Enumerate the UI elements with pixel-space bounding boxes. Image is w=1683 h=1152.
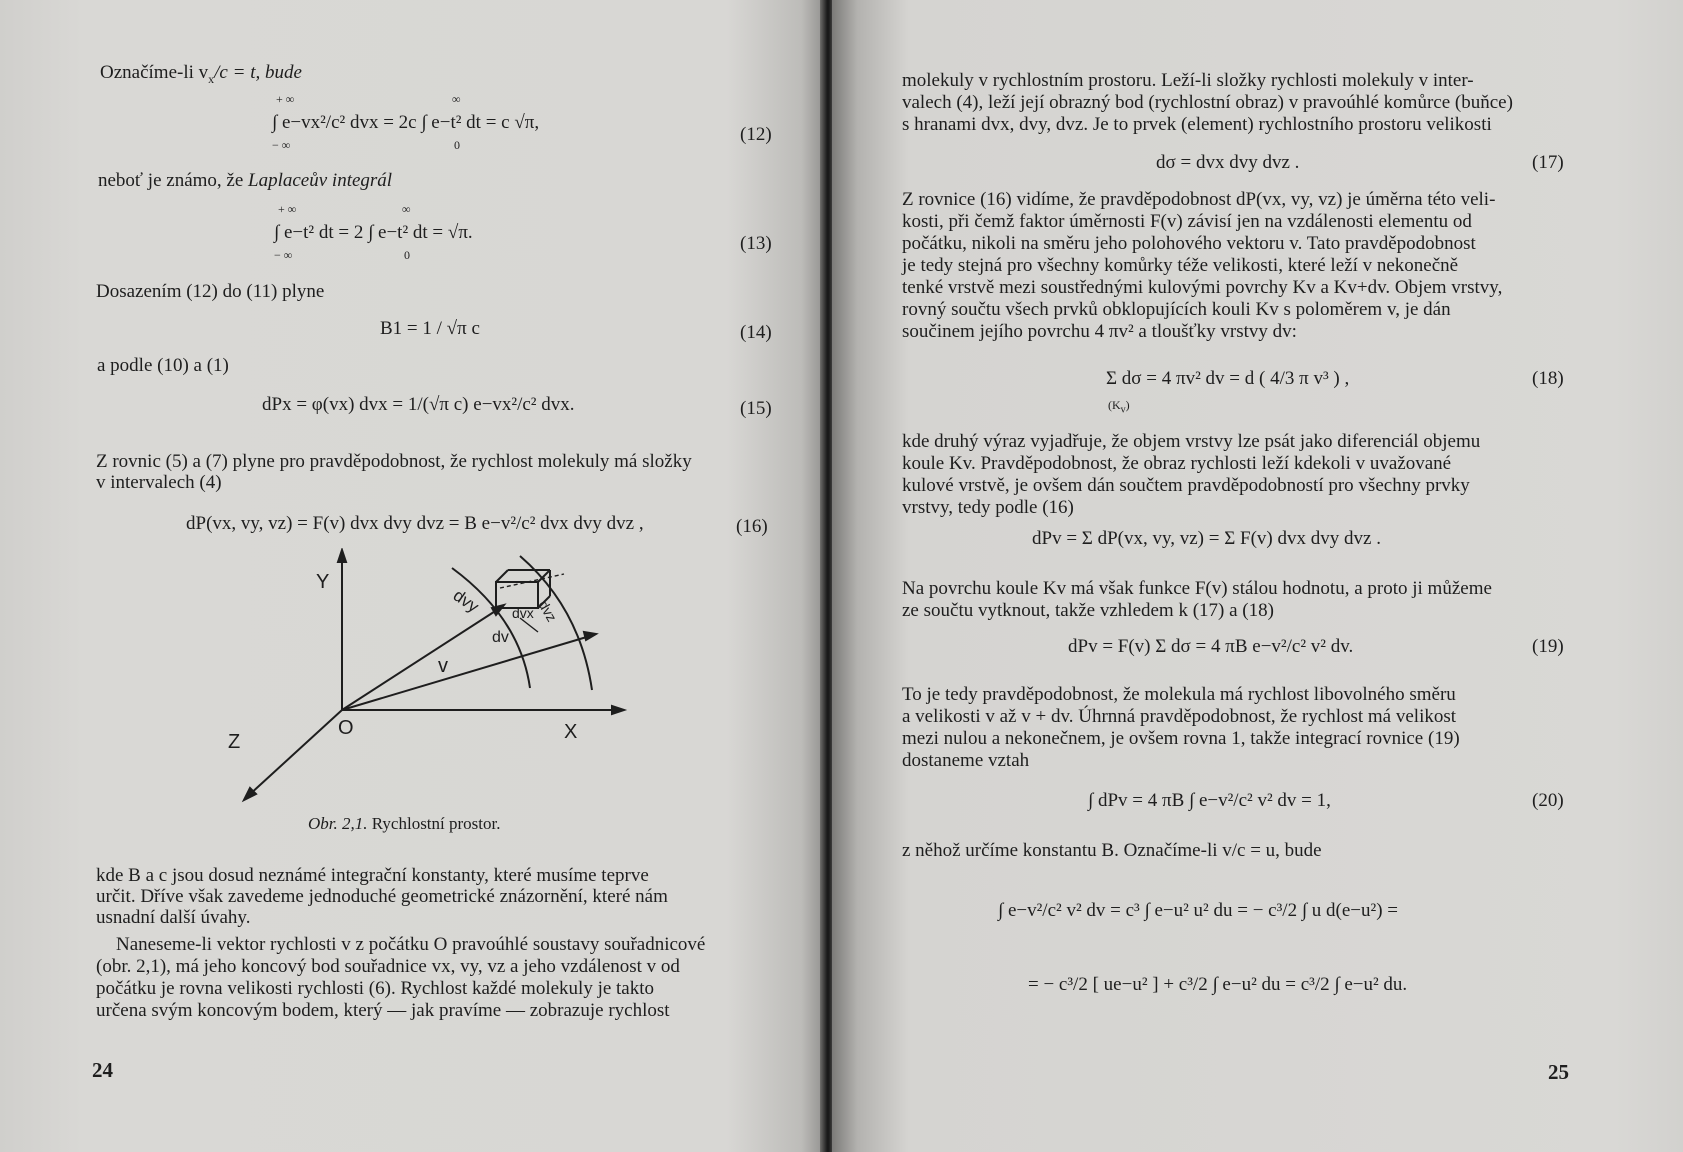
equation-18: Σ dσ = 4 πv² dv = d ( 4/3 π v³ ) ,: [1106, 368, 1350, 389]
text-line: valech (4), leží její obrazný bod (rychlostní obraz) v pravoúhlé komůrce (buňce): [902, 92, 1513, 113]
text-line: ze součtu vytknout, takže vzhledem k (17) a (18): [902, 600, 1274, 621]
x-axis-label: X: [564, 721, 578, 743]
page-number: 25: [1548, 1060, 1569, 1084]
text-line: Označíme-li $v_x/c = t$, bude: [100, 62, 302, 86]
right-page: [832, 0, 1683, 1152]
text-line: To je tedy pravděpodobnost, že molekula má rychlost libovolného směru: [902, 684, 1456, 705]
z-axis-label: Z: [228, 731, 241, 753]
text-line: rovný součtu všech prvků obklopujících kouli Kv s poloměrem v, je dán: [902, 299, 1451, 320]
page-number: 24: [92, 1058, 113, 1082]
text-line: molekuly v rychlostním prostoru. Leží-li složky rychlosti molekuly v inter-: [902, 70, 1474, 91]
text-line: (obr. 2,1), má jeho koncový bod souřadnice vx, vy, vz a jeho vzdálenost v od: [96, 956, 680, 977]
text-line: v intervalech (4): [96, 472, 222, 493]
text-line: Naneseme-li vektor rychlosti v z počátku O pravoúhlé soustavy souřadnicové: [116, 934, 706, 955]
text-line: vrstvy, tedy podle (16): [902, 497, 1074, 518]
eq-number: (14): [740, 322, 772, 343]
text-line: Na povrchu koule Kv má však funkce F(v) stálou hodnotu, a proto ji můžeme: [902, 578, 1492, 599]
y-axis-label: Y: [316, 571, 330, 593]
text-line: součinem jejího povrchu 4 πv² a tloušťky vrstvy dv:: [902, 321, 1297, 342]
text-line: počátku, nikoli na směru jeho polohového vektoru v. Tato pravděpodobnost: [902, 233, 1476, 254]
dvy-label: dvy: [449, 585, 483, 617]
equation-15: dPx = φ(vx) dvx = 1/(√π c) e−vx²/c² dvx.: [262, 394, 575, 415]
dvx-label: dvx: [512, 605, 534, 621]
text-line: Dosazením (12) do (11) plyne: [96, 281, 325, 302]
eq-number: (20): [1532, 790, 1564, 811]
text-line: kosti, při čemž faktor úměrnosti F(v) závisí jen na vzdálenosti elementu od: [902, 211, 1472, 232]
text-line: usnadní další úvahy.: [96, 907, 251, 928]
text-line: kde druhý výraz vyjadřuje, že objem vrstvy lze psát jako diferenciál objemu: [902, 431, 1481, 452]
origin-label: O: [338, 717, 354, 739]
text-line: tenké vrstvě mezi soustřednými kulovými povrchy Kv a Kv+dv. Objem vrstvy,: [902, 277, 1503, 298]
text-line: neboť je známo, že Laplaceův integrál: [98, 170, 393, 191]
v-label: v: [438, 655, 448, 677]
dvz-label: dvz: [535, 597, 561, 625]
text-line: počátku je rovna velikosti rychlosti (6). Rychlost každé molekuly je takto: [96, 978, 655, 999]
eq-number: (12): [740, 124, 772, 145]
equation-20: ∫ dPv = 4 πB ∫ e−v²/c² v² dv = 1,: [1088, 790, 1331, 811]
equation-19: dPv = F(v) Σ dσ = 4 πB e−v²/c² v² dv.: [1068, 636, 1354, 657]
velocity-space-figure: [220, 548, 640, 818]
text-line: dostaneme vztah: [902, 750, 1030, 771]
left-page: Označíme-li $v_x/c = t$, bude + ∞ ∞ − ∞ 0 ∫ e−vx²/c² dvx = 2c ∫ e−t² dt = c √π, (12) neboť je známo, že Laplaceův integrál + ∞ ∞ − ∞ 0 ∫ e−t² dt = 2 ∫ e−t² dt = √π. (13) Dosazením (12) do (11) plyne B1 = 1 / √π c (14) a podle (10) a (1) dPx = φ(vx) dvx = 1/(√π c) e−vx²/c² dvx. (15) Z rovnic (5) a (7) plyne pro pravděpodobnost, že rychlost molekuly má složky v intervalech (4) dP(vx, vy, vz) = F(v) dvx dvy dvz = B e−v²/c² dvx dvy dvz , (16) Y X Z O v dv dvy dvx dvz Obr. 2,1. Rychlostní prostor. kde B a c jsou dosud neznámé integrační konstanty, které musíme teprve určit. Dříve však zavedeme jednoduché geometrické znázornění, které nám usnadní další úvahy. Naneseme-li vektor rychlosti v z počátku O pravoúhlé soustavy souřadnicové (obr. 2,1), má jeho koncový bod souřadnice vx, vy, vz a jeho vzdálenost v od počátku je rovna velikosti rychlosti (6). Rychlost každé molekuly je takto určena svým koncovým bodem, který — jak pravíme — zobrazuje rychlost 24: [0, 0, 826, 1152]
equation-14: B1 = 1 / √π c: [380, 318, 480, 339]
text-line: a podle (10) a (1): [97, 355, 229, 376]
eq-subscript: $(K_v)$: [1108, 398, 1130, 416]
eq-number: (13): [740, 233, 772, 254]
figure-caption: Obr. 2,1. Rychlostní prostor.: [308, 814, 501, 833]
text-line: mezi nulou a nekonečnem, je ovšem rovna 1, takže integrací rovnice (19): [902, 728, 1460, 749]
text-line: je tedy stejná pro všechny komůrky téže velikosti, které leží v nekonečně: [902, 255, 1459, 276]
eq-number: (17): [1532, 152, 1564, 173]
text-line: s hranami dvx, dvy, dvz. Je to prvek (element) rychlostního prostoru velikosti: [902, 114, 1492, 135]
dv-label: dv: [492, 629, 509, 646]
text-line: kulové vrstvě, je ovšem dán součtem pravděpodobností pro všechny prvky: [902, 475, 1470, 496]
text-line: Z rovnice (16) vidíme, že pravděpodobnost dP(vx, vy, vz) je úměrna této veli-: [902, 189, 1496, 210]
equation-17: dσ = dvx dvy dvz .: [1156, 152, 1300, 173]
eq-number: (19): [1532, 636, 1564, 657]
eq-number: (18): [1532, 368, 1564, 389]
text-line: z něhož určíme konstantu B. Označíme-li v/c = u, bude: [902, 840, 1322, 861]
equation-21a: ∫ e−v²/c² v² dv = c³ ∫ e−u² u² du = − c³/2 ∫ u d(e−u²) =: [998, 900, 1399, 921]
equation-16: dP(vx, vy, vz) = F(v) dvx dvy dvz = B e−v²/c² dvx dvy dvz ,: [186, 513, 644, 534]
text-line: koule Kv. Pravděpodobnost, že obraz rychlosti leží kdekoli v uvažované: [902, 453, 1452, 474]
text-line: určit. Dříve však zavedeme jednoduché geometrické znázornění, které nám: [96, 886, 668, 907]
text-line: a velikosti v až v + dv. Úhrnná pravděpodobnost, že rychlost má velikost: [902, 706, 1457, 727]
equation-sum: dPv = Σ dP(vx, vy, vz) = Σ F(v) dvx dvy dvz .: [1032, 528, 1381, 549]
text-line: kde B a c jsou dosud neznámé integrační konstanty, které musíme teprve: [96, 865, 649, 886]
text-line: Z rovnic (5) a (7) plyne pro pravděpodobnost, že rychlost molekuly má složky: [96, 451, 692, 472]
equation-21b: = − c³/2 [ ue−u² ] + c³/2 ∫ e−u² du = c³/2 ∫ e−u² du.: [1028, 974, 1408, 995]
eq-number: (16): [736, 516, 768, 537]
eq-number: (15): [740, 398, 772, 419]
text-line: určena svým koncovým bodem, který — jak pravíme — zobrazuje rychlost: [96, 1000, 670, 1021]
